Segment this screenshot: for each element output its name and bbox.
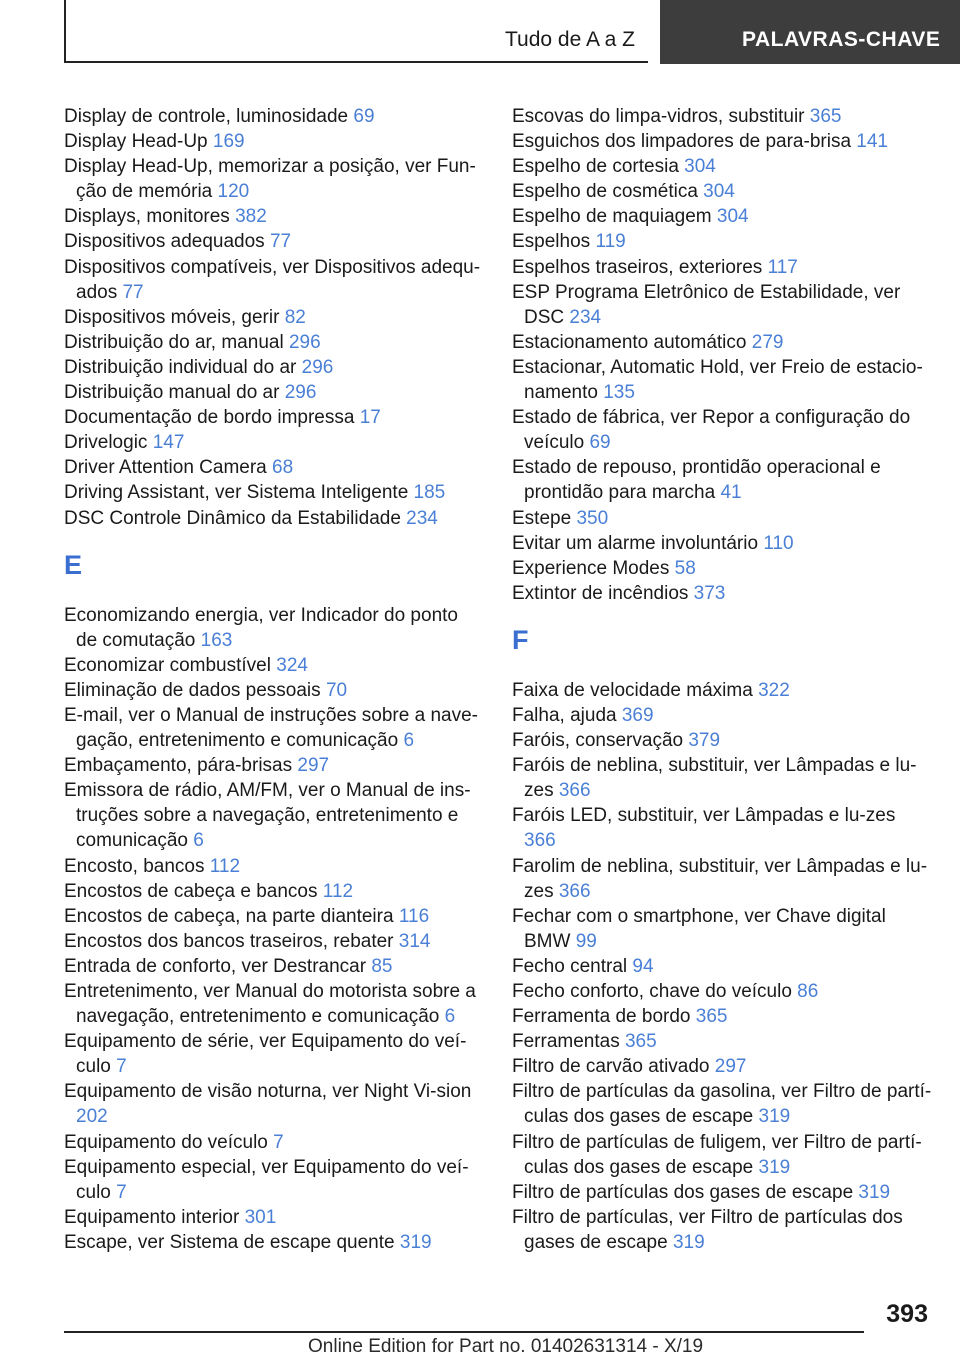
index-entry-page-link[interactable]: 314	[398, 930, 431, 952]
index-entry-page-link[interactable]: 6	[444, 1006, 456, 1028]
index-entry	[64, 653, 484, 678]
index-entry	[64, 879, 484, 904]
index-entry-page-link[interactable]: 41	[720, 482, 742, 504]
index-entry	[512, 455, 932, 505]
index-entry-text: Experience Modes	[512, 557, 670, 579]
header-section-title: Tudo de A a Z	[505, 28, 635, 51]
index-entry-page-link[interactable]: 234	[406, 507, 438, 529]
index-entry	[64, 703, 484, 753]
index-entry-page-link[interactable]: 163	[200, 629, 233, 651]
index-entry-page-link[interactable]: 17	[359, 407, 381, 429]
index-entry	[512, 1004, 932, 1029]
index-entry	[512, 229, 932, 254]
index-entry-page-link[interactable]: 86	[797, 981, 819, 1002]
index-entry	[64, 405, 484, 430]
index-entry-text: Estacionamento automático	[512, 331, 747, 353]
index-entry-text: Espelho de cosmética	[512, 181, 698, 203]
index-entry-page-link[interactable]: 6	[193, 830, 204, 852]
index-entry-text: Filtro de carvão ativado	[512, 1056, 710, 1078]
index-entry	[64, 305, 484, 330]
index-entry-page-link[interactable]: 373	[693, 582, 726, 604]
index-list-d	[64, 104, 484, 531]
index-entry-page-link[interactable]: 58	[674, 557, 696, 579]
index-entry-page-link[interactable]: 169	[212, 131, 245, 153]
index-entry	[64, 603, 484, 653]
index-entry-page-link[interactable]: 319	[399, 1231, 432, 1253]
index-entry-text: Emissora de rádio, AM/FM, ver o Manual de ins-truções sobre a navegação, entretenimento e comunicação	[64, 780, 471, 852]
index-entry	[512, 904, 932, 954]
index-entry-page-link[interactable]: 319	[672, 1231, 705, 1253]
index-entry-text: DSC Controle Dinâmico da Estabilidade	[64, 507, 401, 529]
index-entry	[64, 255, 484, 305]
index-entry-page-link[interactable]: 296	[288, 331, 321, 353]
index-entry-page-link[interactable]: 369	[621, 704, 654, 726]
index-entry	[512, 954, 932, 979]
index-entry	[64, 229, 484, 254]
index-entry-page-link[interactable]: 304	[684, 156, 716, 178]
index-entry	[64, 1230, 484, 1255]
index-entry-text: Entrada de conforto, ver Destrancar	[64, 955, 367, 977]
index-entry-text: Espelho de maquiagem	[512, 206, 712, 228]
index-column-right	[512, 104, 932, 1255]
index-column-left	[64, 104, 484, 1255]
index-entry-text: Fecho conforto, chave do veículo	[512, 981, 792, 1002]
index-entry	[512, 1205, 932, 1255]
index-entry-text: Estado de fábrica, ver Repor a configuração do veículo	[512, 407, 911, 454]
index-entry-page-link[interactable]: 319	[758, 1106, 791, 1128]
index-entry-text: Economizar combustível	[64, 654, 271, 676]
index-entry	[512, 154, 932, 179]
index-entry-page-link[interactable]: 94	[632, 955, 654, 977]
index-entry-page-link[interactable]: 116	[398, 905, 430, 927]
index-entry-page-link[interactable]: 82	[284, 306, 306, 328]
index-entry-text: Evitar um alarme involuntário	[512, 532, 759, 554]
index-entry	[64, 154, 484, 204]
index-entry-page-link[interactable]: 68	[272, 457, 294, 479]
index-entry-text: Faróis, conservação	[512, 730, 684, 752]
index-entry-page-link[interactable]: 120	[217, 181, 250, 203]
index-entry-text: Escape, ver Sistema de escape quente	[64, 1231, 395, 1253]
index-entry	[512, 581, 932, 606]
index-entry-page-link[interactable]: 322	[758, 679, 790, 701]
index-entry	[512, 1180, 932, 1205]
index-entry-page-link[interactable]: 319	[758, 1156, 791, 1178]
index-entry-page-link[interactable]: 319	[858, 1181, 891, 1203]
index-entry-text: Dispositivos móveis, gerir	[64, 306, 280, 328]
index-entry-page-link[interactable]: 110	[763, 532, 794, 554]
index-entry-text: Estepe	[512, 507, 572, 529]
index-entry	[64, 104, 484, 129]
index-entry-page-link[interactable]: 69	[353, 106, 375, 127]
index-entry-text: Display Head-Up, memorizar a posição, ver Fun-ção de memória	[64, 156, 476, 203]
index-entry-page-link[interactable]: 301	[244, 1206, 277, 1228]
index-entry	[64, 979, 484, 1029]
index-entry-text: Faróis de neblina, substituir, ver Lâmpadas e lu-zes	[512, 755, 917, 802]
index-entry	[512, 179, 932, 204]
index-entry-page-link[interactable]: 296	[301, 356, 334, 378]
index-entry-page-link[interactable]: 185	[413, 482, 446, 504]
index-entry-page-link[interactable]: 366	[558, 880, 591, 902]
index-entry-page-link[interactable]: 297	[714, 1056, 747, 1078]
index-entry-text: Farolim de neblina, substituir, ver Lâmpadas e lu-zes	[512, 855, 928, 902]
index-entry-text: Eliminação de dados pessoais	[64, 679, 321, 701]
index-entry	[64, 678, 484, 703]
index-entry	[512, 506, 932, 531]
index-entry-text: Distribuição manual do ar	[64, 382, 280, 404]
index-entry-text: Faróis LED, substituir, ver Lâmpadas e lu-zes	[512, 805, 896, 827]
index-entry-text: Ferramenta de bordo	[512, 1006, 691, 1028]
index-entry-text: Estado de repouso, prontidão operacional e prontidão para marcha	[512, 457, 881, 504]
index-entry	[64, 506, 484, 531]
index-entry-text: Distribuição individual do ar	[64, 356, 297, 378]
index-entry-text: Filtro de partículas dos gases de escape	[512, 1181, 854, 1203]
index-entry-text: Dispositivos adequados	[64, 231, 265, 253]
index-entry-text: Distribuição do ar, manual	[64, 331, 284, 353]
index-entry	[512, 330, 932, 355]
index-entry	[512, 405, 932, 455]
index-entry-page-link[interactable]: 304	[716, 206, 749, 228]
index-entry	[512, 556, 932, 581]
page-number: 393	[886, 1300, 928, 1328]
index-entry-page-link[interactable]: 77	[269, 231, 292, 253]
index-entry	[64, 929, 484, 954]
index-entry	[512, 1029, 932, 1054]
index-entry	[64, 480, 484, 505]
index-entry-page-link[interactable]: 202	[76, 1106, 108, 1128]
footer-divider	[64, 1331, 864, 1333]
index-entry	[512, 280, 932, 330]
index-entry	[512, 803, 932, 853]
footer-edition	[308, 1336, 703, 1358]
index-entry	[512, 1079, 932, 1129]
index-entry	[512, 204, 932, 229]
index-entry-page-link[interactable]: 366	[558, 780, 591, 802]
index-entry	[64, 204, 484, 229]
index-entry	[64, 455, 484, 480]
index-entry-page-link[interactable]: 99	[575, 930, 597, 952]
index-entry-text: E-mail, ver o Manual de instruções sobre a nave-gação, entretenimento e comunicação	[64, 704, 478, 752]
index-entry-text: Filtro de partículas, ver Filtro de partículas dos gases de escape	[512, 1206, 903, 1253]
index-entry-text: Dispositivos compatíveis, ver Dispositivos adequ-ados	[64, 256, 481, 303]
index-entry-text: Fecho central	[512, 955, 628, 977]
index-entry-text: Documentação de bordo impressa	[64, 407, 355, 429]
index-entry-text: Espelhos traseiros, exteriores	[512, 256, 763, 278]
index-entry-text: Display Head-Up	[64, 131, 208, 153]
index-entry-text: Estacionar, Automatic Hold, ver Freio de estacio-namento	[512, 356, 923, 404]
index-entry-page-link[interactable]: 7	[273, 1131, 284, 1153]
index-entry-page-link[interactable]: 365	[624, 1031, 657, 1053]
index-entry	[512, 255, 932, 280]
index-letter-f: F	[512, 624, 529, 655]
index-entry	[64, 1205, 484, 1230]
index-entry-page-link[interactable]: 304	[703, 181, 735, 203]
index-entry-text: Extintor de incêndios	[512, 582, 689, 604]
index-entry-text: Espelhos	[512, 231, 591, 253]
index-entry-page-link[interactable]: 119	[595, 231, 626, 253]
index-entry-page-link[interactable]: 6	[403, 730, 415, 752]
index-entry	[512, 979, 932, 1004]
index-entry-text: Fechar com o smartphone, ver Chave digital BMW	[512, 905, 886, 952]
index-entry-page-link[interactable]: 77	[122, 281, 144, 303]
header-tab-label: PALAVRAS-CHAVE	[742, 28, 941, 51]
index-entry-text: Espelho de cortesia	[512, 156, 679, 178]
index-entry-page-link[interactable]: 382	[235, 206, 267, 228]
index-entry-page-link[interactable]: 7	[116, 1056, 127, 1078]
index-entry-page-link[interactable]: 366	[524, 830, 556, 852]
index-entry-text: Embaçamento, pára-brisas	[64, 755, 293, 777]
index-entry-page-link[interactable]: 7	[116, 1181, 127, 1203]
header-tab-keywords	[660, 0, 960, 64]
index-entry-page-link[interactable]: 147	[152, 432, 185, 454]
index-entry	[64, 904, 484, 929]
index-entry	[64, 778, 484, 853]
index-entry-page-link[interactable]: 379	[688, 730, 721, 752]
index-entry-page-link[interactable]: 135	[603, 382, 635, 404]
index-entry	[512, 1130, 932, 1180]
index-list-e-right	[512, 104, 932, 606]
index-entry	[512, 1054, 932, 1079]
index-entry	[64, 854, 484, 879]
index-entry-text: Encostos de cabeça, na parte dianteira	[64, 905, 394, 927]
index-entry-text: Entretenimento, ver Manual do motorista sobre a navegação, entretenimento e comunicação	[64, 981, 476, 1028]
index-entry-text: Equipamento de série, ver Equipamento do veí-culo	[64, 1031, 467, 1078]
index-entry	[512, 531, 932, 556]
index-entry-text: Faixa de velocidade máxima	[512, 679, 753, 701]
index-entry-page-link[interactable]: 365	[695, 1006, 728, 1028]
index-entry-page-link[interactable]: 296	[284, 382, 317, 404]
index-entry-page-link[interactable]: 279	[751, 331, 784, 353]
index-entry-text: Driving Assistant, ver Sistema Inteligente	[64, 482, 409, 504]
index-entry	[64, 1079, 484, 1129]
index-entry-text: Display de controle, luminosidade	[64, 106, 349, 127]
index-entry	[512, 854, 932, 904]
index-entry-page-link[interactable]: 365	[809, 106, 842, 127]
index-entry-page-link[interactable]: 112	[209, 855, 241, 877]
index-entry-text: Drivelogic	[64, 432, 148, 454]
index-entry-text: Equipamento interior	[64, 1206, 240, 1228]
index-entry-text: Driver Attention Camera	[64, 457, 267, 479]
index-entry	[64, 380, 484, 405]
index-entry	[512, 678, 932, 703]
index-entry	[512, 728, 932, 753]
index-entry-page-link[interactable]: 70	[325, 679, 348, 701]
index-entry-text: Ferramentas	[512, 1031, 620, 1053]
index-entry-page-link[interactable]: 141	[856, 131, 888, 153]
index-entry-text: Encostos dos bancos traseiros, rebater	[64, 930, 394, 952]
index-entry	[64, 1029, 484, 1079]
index-entry	[64, 753, 484, 778]
index-entry-text: Economizando energia, ver Indicador do ponto de comutação	[64, 604, 458, 651]
index-entry-page-link[interactable]: 234	[569, 306, 602, 328]
index-entry	[512, 703, 932, 728]
index-entry-text: ESP Programa Eletrônico de Estabilidade, ver DSC	[512, 281, 901, 328]
index-entry	[512, 753, 932, 803]
index-entry	[64, 1130, 484, 1155]
index-entry	[64, 129, 484, 154]
index-entry	[512, 129, 932, 154]
index-letter-e: E	[64, 549, 83, 580]
index-entry	[512, 355, 932, 405]
index-entry	[64, 954, 484, 979]
index-entry-text: Encostos de cabeça e bancos	[64, 880, 318, 902]
index-entry-page-link[interactable]: 112	[322, 880, 354, 902]
index-entry-text: Escovas do limpa-vidros, substituir	[512, 106, 805, 127]
index-entry-text: Filtro de partículas de fuligem, ver Filtro de partí-culas dos gases de escape	[512, 1131, 922, 1178]
index-entry	[64, 1155, 484, 1205]
index-entry-page-link[interactable]: 324	[276, 654, 308, 676]
index-list-e-left	[64, 603, 484, 1255]
index-entry-text: Esguichos dos limpadores de para-brisa	[512, 131, 852, 153]
index-entry-text: Displays, monitores	[64, 206, 230, 228]
index-entry-page-link[interactable]: 69	[589, 432, 611, 454]
index-entry-page-link[interactable]: 85	[371, 955, 393, 977]
index-entry	[64, 430, 484, 455]
index-entry-text: Equipamento do veículo	[64, 1131, 268, 1153]
footer-edition-text: Online Edition for Part no. 01402631314 - X/19	[308, 1336, 704, 1357]
index-entry	[64, 355, 484, 380]
index-entry-page-link[interactable]: 350	[576, 507, 609, 529]
index-entry-text: Encosto, bancos	[64, 855, 205, 877]
index-entry-text: Equipamento de visão noturna, ver Night Vi-sion	[64, 1081, 472, 1103]
index-entry	[512, 104, 932, 129]
index-entry-text: Filtro de partículas da gasolina, ver Filtro de partí-culas dos gases de escape	[512, 1081, 932, 1128]
index-entry-text: Falha, ajuda	[512, 704, 617, 726]
index-entry-page-link[interactable]: 297	[297, 755, 330, 777]
index-entry-page-link[interactable]: 117	[767, 256, 798, 278]
index-entry-text: Equipamento especial, ver Equipamento do veí-culo	[64, 1156, 469, 1203]
index-list-f	[512, 678, 932, 1255]
index-entry	[64, 330, 484, 355]
